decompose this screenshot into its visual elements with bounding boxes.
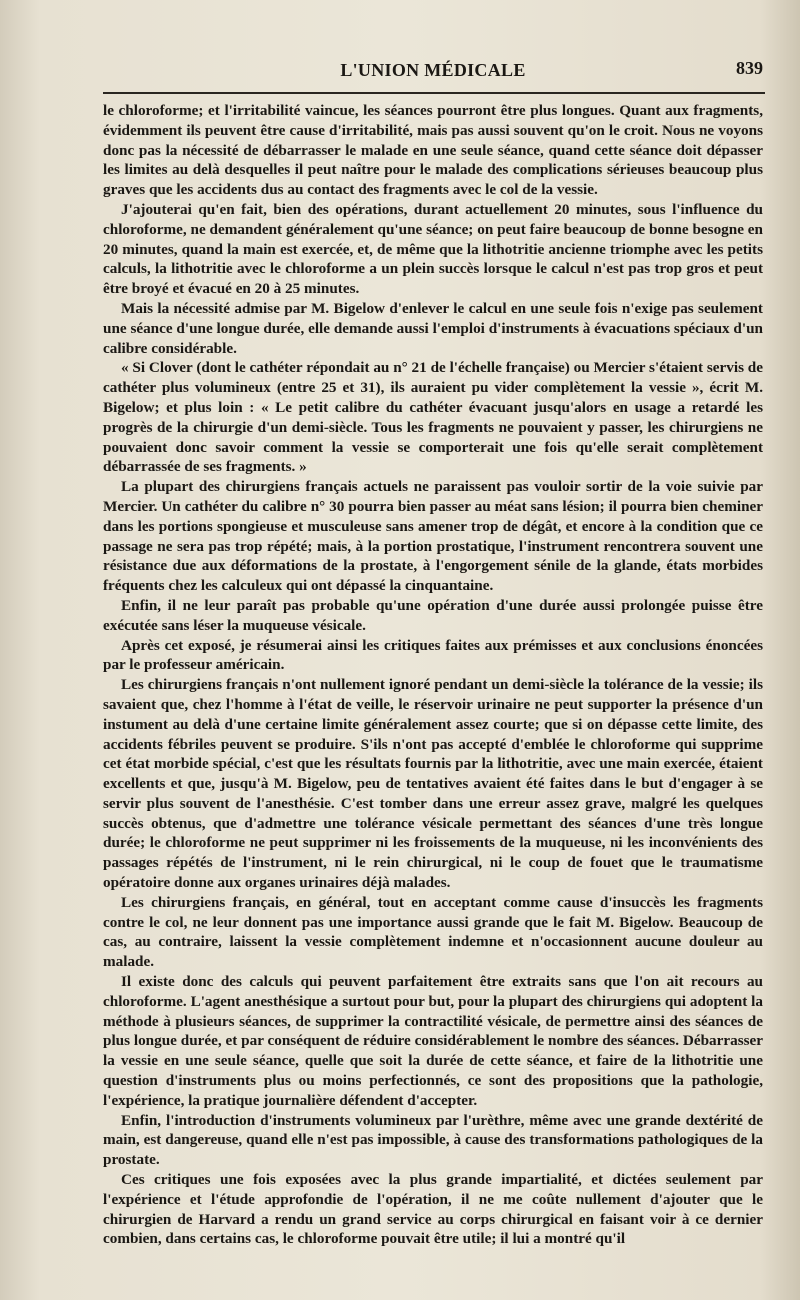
paragraph: Ces critiques une fois exposées avec la plus grande impartialité, et dictées seulement par l'expérience et l'étude approfondie de l'opération, il ne me coûte nullement d'ajouter que le chirurgien de Harvard a rendu un grand service au corps chirurgical en faisant voir à ce dernier combien, dans certains cas, le chloroforme pouvait être utile; il lui a montré qu'il — [103, 1171, 763, 1248]
running-title: L'UNION MÉDICALE — [340, 60, 526, 80]
article-body — [103, 101, 763, 1249]
paragraph: Les chirurgiens français n'ont nullement ignoré pendant un demi-siècle la tolérance de la vessie; ils savaient que, chez l'homme à l'état de veille, le réservoir urinaire ne peut supporter la présence d'un instument au delà d'une certaine limite généralement assez courte; que si on dépasse cette limite, des accidents fébriles peuvent se produire. S'ils n'ont pas accepté d'emblée le chloroforme qui supprime cet état morbide spécial, c'est que les résultats fournis par la lithotritie, avec une main exercée, étaient excellents et que, jusqu'à M. Bigelow, peu de tentatives avaient été faites dans le but d'engager à se servir plus souvent de l'anesthésie. C'est tomber dans une erreur assez grave, malgré les quelques succès obtenus, que d'admettre une tolérance vésicale permettant des séances d'une très longue durée; le chloroforme ne peut supprimer ni les froissements de la muqueuse, ni les inconvénients des passages répétés de l'instrument, ni le rein chirurgical, ni le coup de fouet que le traumatisme opératoire donne aux organes urinaires déjà malades. — [103, 676, 763, 892]
page-header — [103, 58, 763, 88]
paragraph: Enfin, il ne leur paraît pas probable qu'une opération d'une durée aussi prolongée puisse être exécutée sans léser la muqueuse vésicale. — [103, 596, 763, 634]
header-rule — [103, 92, 765, 94]
paragraph: le chloroforme; et l'irritabilité vaincue, les séances pourront être plus longues. Quant aux fragments, évidemment ils peuvent être cause d'irritabilité, mais pas aussi souvent qu'on le croit. Nous ne voyons donc pas la nécessité de débarrasser le malade en une seule séance, quand cette séance doit dépasser les limites au delà desquelles il peut naître pour le malade des complications sérieuses beaucoup plus graves que les accidents dus au contact des fragments avec le col de la vessie. — [103, 102, 763, 199]
paragraph: Il existe donc des calculs qui peuvent parfaitement être extraits sans que l'on ait recours au chloroforme. L'agent anesthésique a surtout pour but, pour la plupart des chirurgiens qui adoptent la méthode à plusieurs séances, de supprimer la contractilité vésicale, de permettre ainsi des séances de plus longue durée, et par conséquent de réduire considérablement le nombre des séances. Débarrasser la vessie en une seule séance, quelle que soit la durée de cette séance, et faire de la lithotritie une question d'instruments plus ou moins perfectionnés, ce sont des propositions que la pathologie, l'expérience, la pratique journalière défendent d'accepter. — [103, 973, 763, 1109]
paragraph: Les chirurgiens français, en général, tout en acceptant comme cause d'insuccès les fragments contre le col, ne leur donnent pas une importance aussi grande que le fait M. Bigelow. Beaucoup de cas, au contraire, laissent la vessie complètement indemne et n'occasionnent aucune douleur au malade. — [103, 893, 763, 971]
paragraph: Mais la nécessité admise par M. Bigelow d'enlever le calcul en une seule fois n'exige pas seulement une séance d'une longue durée, elle demande aussi l'emploi d'instruments à évacuations spéciaux d'un calibre considérable. — [103, 299, 763, 357]
paragraph: « Si Clover (dont le cathéter répondait au n° 21 de l'échelle française) ou Mercier s'étaient servis de cathéter plus volumineux (entre 25 et 31), ils auraient pu vider complètement la vessie », écrit M. Bigelow; et plus loin : « Le petit calibre du cathéter évacuant jusqu'alors en usage a retardé les progrès de la chirurgie d'un demi-siècle. Tous les fragments ne pouvaient y passer, les chirurgiens ne pouvaient donc savoir comment la vessie se comporterait une fois qu'elle serait complètement débarrassée de ses fragments. » — [103, 359, 763, 476]
paragraph: J'ajouterai qu'en fait, bien des opérations, durant actuellement 20 minutes, sous l'influence du chloroforme, ne demandent généralement qu'une séance; on peut faire beaucoup de bonne besogne en 20 minutes, quand la main est exercée, et, de même que la lithotritie ancienne triomphe avec les petits calculs, la lithotritie avec le chloroforme a un plein succès lorsque le calcul n'est pas trop gros et peut être broyé et évacué en 20 à 25 minutes. — [103, 200, 763, 298]
paragraph: Après cet exposé, je résumerai ainsi les critiques faites aux prémisses et aux conclusions énoncées par le professeur américain. — [103, 636, 763, 674]
paragraph: La plupart des chirurgiens français actuels ne paraissent pas vouloir sortir de la voie suivie par Mercier. Un cathéter du calibre n° 30 pourra bien passer au méat sans lésion; il pourra bien cheminer dans les portions spongieuse et musculeuse sans amener trop de dégât, et encore à la condition que ce passage ne sera pas trop répété; mais, à la portion prostatique, l'instrument rencontrera souvent une résistance due aux déformations de la prostate, à l'engorgement sénile de la glande, états morbides fréquents chez les calculeux qui ont dépassé la cinquantaine. — [103, 478, 763, 595]
paragraph: Enfin, l'introduction d'instruments volumineux par l'urèthre, même avec une grande dextérité de main, est dangereuse, quand elle n'est pas impossible, à cause des transformations pathologiques de la prostate. — [103, 1111, 763, 1169]
page-number: 839 — [736, 58, 763, 78]
